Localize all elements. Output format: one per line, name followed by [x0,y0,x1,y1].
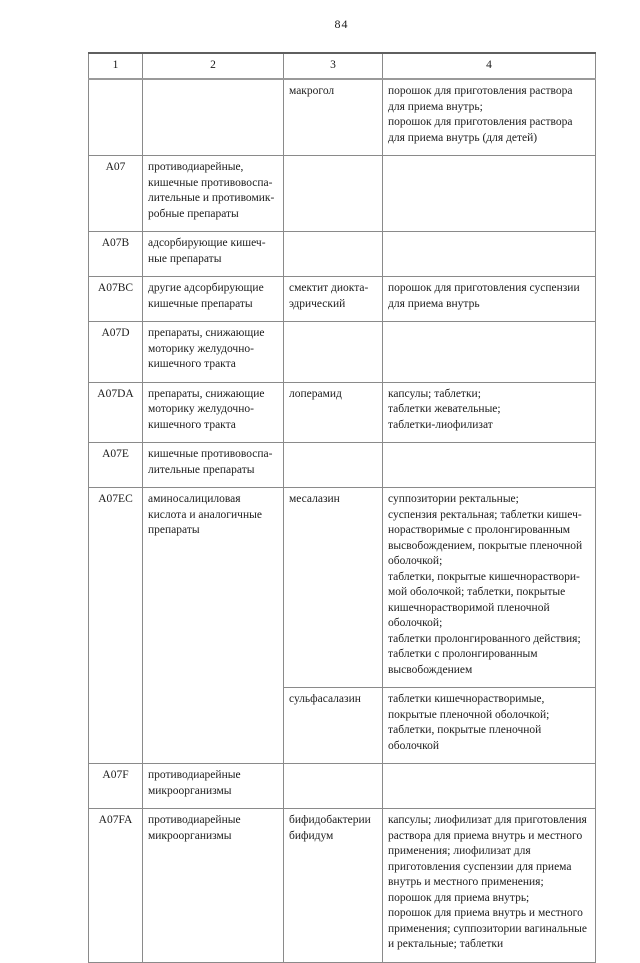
dosage-forms [383,443,596,488]
group-name: аминосалициловая кислота и аналогичные препараты [143,488,284,764]
dosage-forms: капсулы; таблетки; таблетки жевательные; таблетки-лиофилизат [383,382,596,443]
group-name: другие адсорбирующие кишечные препараты [143,277,284,322]
group-name: противодиарейные микроорганизмы [143,809,284,963]
dosage-forms [383,232,596,277]
dosage-forms: порошок для приготовления суспензии для приема внутрь [383,277,596,322]
drug-name [284,156,383,232]
table-row [89,322,596,383]
drug-name: бифидобактерии бифидум [284,809,383,963]
atc-code: A07B [89,232,143,277]
atc-classification-table [88,52,596,963]
table-row [89,79,596,156]
atc-code: A07DA [89,382,143,443]
atc-code: A07E [89,443,143,488]
drug-name: макрогол [284,79,383,156]
atc-code [89,79,143,156]
atc-code: A07D [89,322,143,383]
drug-name: сульфасалазин [284,688,383,764]
dosage-forms: суппозитории ректальные; суспензия ректальная; таблетки кишеч- норастворимые с пролонгированным высвобождением, покрытые пленочной оболочкой; таблетки, покрытые кишечнораствори- мой оболочкой; таблетки, покрытые кишечнорастворимой пленочной оболочкой; таблетки пролонгированного действия; таблетки с пролонгированным высвобождением [383,488,596,688]
table-row [89,809,596,963]
page-number: 84 [334,17,349,31]
column-header-2: 2 [143,53,284,79]
atc-code: A07F [89,764,143,809]
group-name: адсорбирующие кишеч- ные препараты [143,232,284,277]
drug-name [284,764,383,809]
drug-name [284,443,383,488]
table-row [89,764,596,809]
table-row [89,443,596,488]
group-name: противодиарейные, кишечные противовоспа- лительные и противомик- робные препараты [143,156,284,232]
group-name: препараты, снижающие моторику желудочно- кишечного тракта [143,322,284,383]
table-row [89,488,596,688]
column-header-1: 1 [89,53,143,79]
group-name: кишечные противовоспа- лительные препараты [143,443,284,488]
dosage-forms [383,322,596,383]
table-header-row [89,53,596,79]
table-row [89,232,596,277]
group-name [143,79,284,156]
drug-name: смектит диокта- эдрический [284,277,383,322]
column-header-3: 3 [284,53,383,79]
dosage-forms: капсулы; лиофилизат для приготовления раствора для приема внутрь и местного применения; лиофилизат для приготовления суспензии для приема внутрь и местного применения; порошок для приема внутрь; порошок для приема внутрь и местного применения; суппозитории вагинальные и ректальные; таблетки [383,809,596,963]
dosage-forms [383,764,596,809]
dosage-forms: таблетки кишечнорастворимые, покрытые пленочной оболочкой; таблетки, покрытые пленочной оболочкой [383,688,596,764]
atc-code: A07BC [89,277,143,322]
table-row [89,277,596,322]
atc-code: A07FA [89,809,143,963]
group-name: противодиарейные микроорганизмы [143,764,284,809]
dosage-forms [383,156,596,232]
dosage-forms: порошок для приготовления раствора для приема внутрь; порошок для приготовления раствора для приема внутрь (для детей) [383,79,596,156]
group-name: препараты, снижающие моторику желудочно- кишечного тракта [143,382,284,443]
drug-name: месалазин [284,488,383,688]
drug-name [284,232,383,277]
drug-name [284,322,383,383]
table-row [89,382,596,443]
drug-name: лоперамид [284,382,383,443]
column-header-4: 4 [383,53,596,79]
table-row [89,156,596,232]
atc-code: A07EC [89,488,143,764]
atc-code: A07 [89,156,143,232]
